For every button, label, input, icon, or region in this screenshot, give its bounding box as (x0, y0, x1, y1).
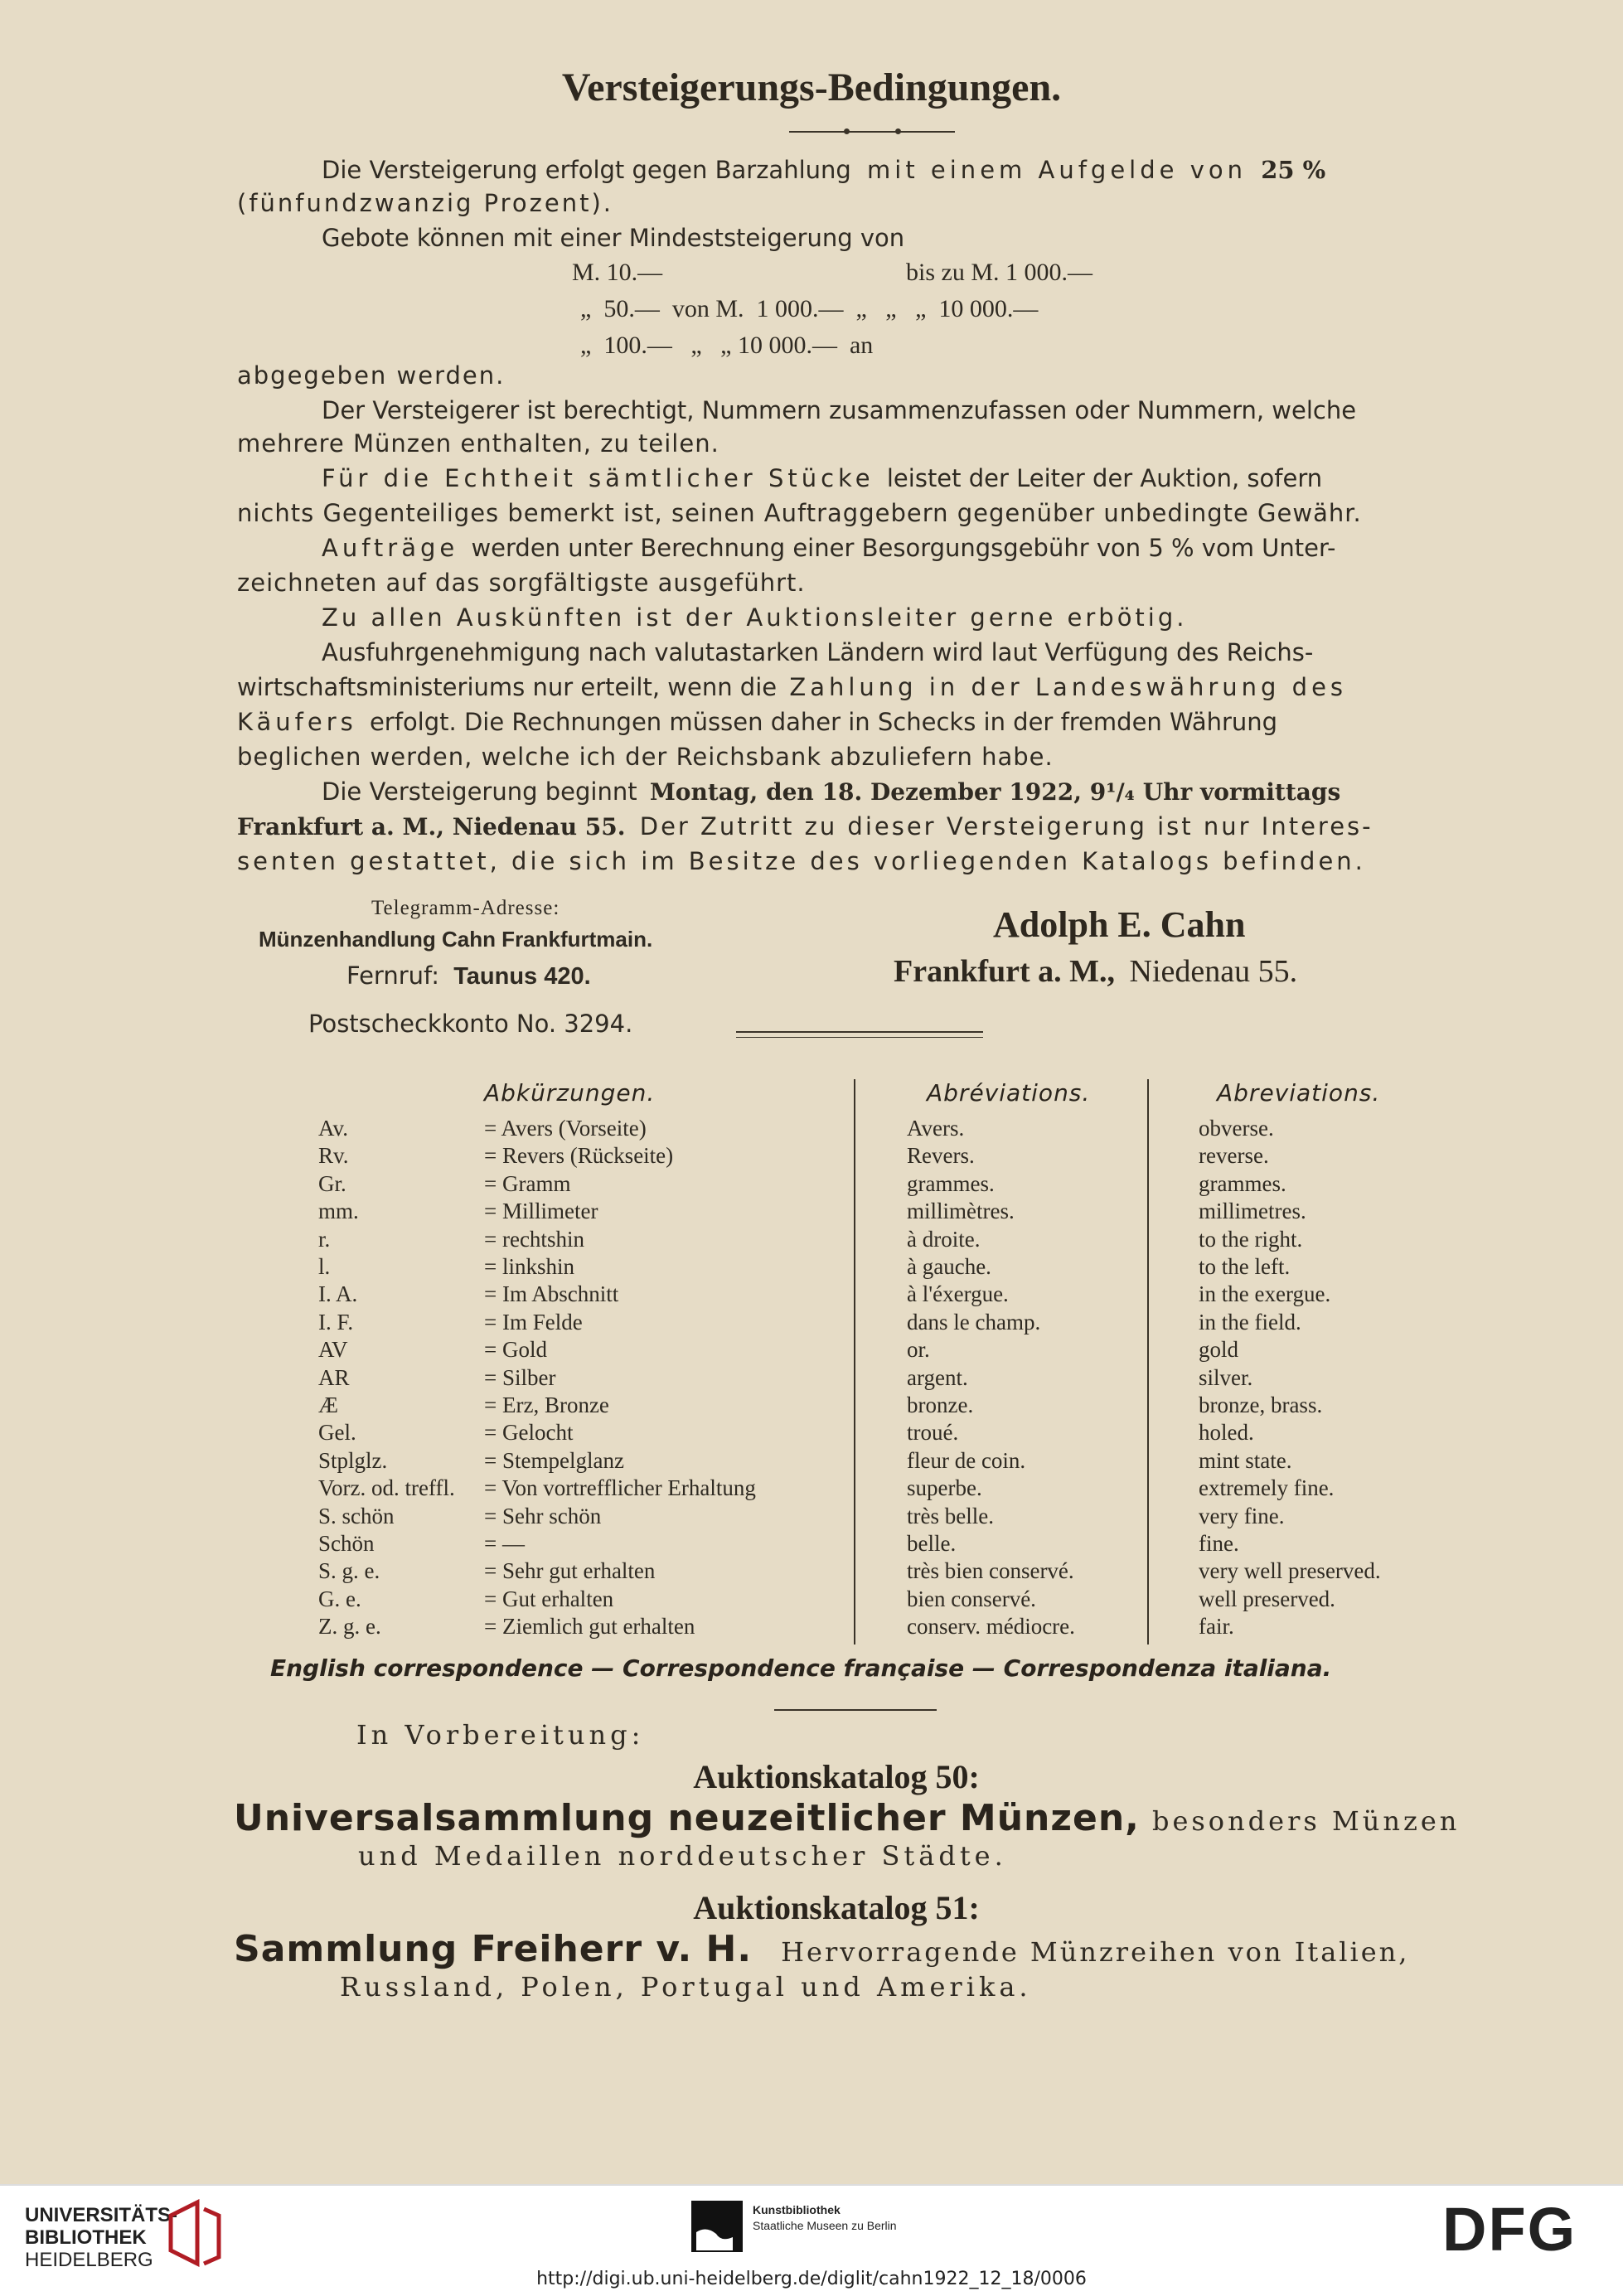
abbrev-cell-french: très bien conservé. (907, 1558, 1074, 1584)
abbrev-cell-french: grammes. (907, 1170, 995, 1196)
firm-street: Niedenau 55. (1129, 954, 1298, 989)
cond-text-spaced: Für die Echtheit sämtlicher Stücke (322, 464, 874, 492)
abbrev-cell-french: à droite. (907, 1226, 981, 1252)
kb-line-1: Kunstbibliothek (753, 2203, 841, 2216)
telegram-label: Telegramm-Adresse: (371, 897, 560, 919)
abbrev-cell-french: or. (907, 1337, 930, 1363)
abbrev-cell-english: millimetres. (1199, 1199, 1306, 1224)
abbrev-cell-german: = linkshin (484, 1254, 574, 1279)
table-divider (1147, 1079, 1149, 1644)
title-ornament-dot (895, 128, 901, 134)
abbrev-cell-english: silver. (1199, 1364, 1253, 1390)
abbrev-cell-english: in the exergue. (1199, 1281, 1331, 1307)
surcharge-percent: 25 % (1261, 156, 1326, 184)
cond-line-3: Gebote können mit einer Mindeststeigerung von (322, 224, 905, 252)
cond-text: wirtschaftsministeriums nur erteilt, wenn die (237, 673, 778, 701)
abbrev-cell-german: = Millimeter (484, 1199, 598, 1224)
abbrev-cell-short: Æ (318, 1393, 339, 1417)
abbrev-cell-short: r. (318, 1226, 331, 1252)
abbrev-cell-german: = Gramm (484, 1170, 571, 1196)
abbrev-cell-short: I. A. (318, 1281, 358, 1307)
abbrev-cell-english: reverse. (1199, 1143, 1269, 1169)
abbrev-cell-short: AV (318, 1337, 348, 1363)
kb-line-2: Staatliche Museen zu Berlin (753, 2219, 897, 2232)
cond-line-12: Ausfuhrgenehmigung nach valutastarken Ländern wird laut Verfügung des Reichs- (322, 638, 1314, 666)
phone-label: Fernruf: (346, 962, 439, 990)
cond-text-spaced: Zahlung in der Landeswährung des (789, 673, 1348, 701)
catalog-51-title: Auktionskatalog 51: (693, 1889, 980, 1926)
abbrev-cell-french: troué. (907, 1420, 959, 1446)
cond-text-spaced: Aufträge (322, 534, 459, 562)
bid-row-1-left: M. 10.— (572, 259, 663, 286)
abbrev-header-en: Abreviations. (1217, 1079, 1381, 1107)
phone-line (346, 962, 591, 991)
abbrev-cell-german: = Sehr schön (484, 1503, 602, 1528)
firm-city: Frankfurt a. M., (894, 954, 1116, 989)
cond-text-spaced: Käufers (237, 708, 357, 736)
cond-line-11: Zu allen Auskünften ist der Auktionsleiter gerne erbötig. (322, 603, 1188, 632)
cond-line-17 (237, 812, 1373, 840)
abbrev-cell-short: Vorz. od. treffl. (318, 1475, 455, 1501)
abbrev-cell-short: Schön (318, 1531, 375, 1556)
abbrev-cell-english: to the left. (1199, 1254, 1291, 1279)
cond-text: werden unter Berechnung einer Besorgungsgebühr von 5 % vom Unter- (471, 534, 1336, 562)
phone-number: Taunus 420. (453, 963, 591, 990)
abbrev-cell-german: = — (484, 1531, 525, 1556)
abbrev-cell-french: millimètres. (907, 1199, 1015, 1224)
abbrev-cell-french: argent. (907, 1364, 968, 1390)
correspondence-line: English correspondence — Correspondence française — Correspondenza italiana. (270, 1654, 1332, 1682)
abbrev-header-de: Abkürzungen. (484, 1079, 656, 1107)
abbrev-cell-english: in the field. (1199, 1309, 1301, 1334)
cond-text: erfolgt. Die Rechnungen müssen daher in Schecks in der fremden Währung (369, 708, 1278, 736)
cond-line-2: (fünfundzwanzig Prozent). (237, 189, 614, 217)
abbrev-cell-french: à l'éxergue. (907, 1281, 1009, 1307)
abbrev-cell-french: Avers. (907, 1116, 965, 1141)
cond-line-18: senten gestattet, die sich im Besitze des vorliegenden Katalogs befinden. (237, 847, 1366, 875)
catalog-50-desc: besonders Münzen (1151, 1805, 1461, 1837)
abbrev-cell-french: très belle. (907, 1503, 994, 1528)
abbrev-cell-short: AR (318, 1364, 350, 1390)
abbrev-cell-german: = Gelocht (484, 1420, 574, 1446)
abbrev-cell-german: = Avers (Vorseite) (484, 1116, 647, 1141)
telegram-address: Münzenhandlung Cahn Frankfurtmain. (259, 927, 653, 952)
cond-line-7 (322, 464, 1322, 492)
cond-line-15: beglichen werden, welche ich der Reichsbank abzuliefern habe. (237, 743, 1054, 771)
ub-line-2: BIBLIOTHEK (25, 2226, 147, 2249)
abbrev-cell-english: well preserved. (1199, 1586, 1335, 1611)
abbrev-cell-short: Av. (318, 1116, 348, 1141)
abbrev-cell-english: mint state. (1199, 1447, 1292, 1473)
abbrev-cell-short: Gr. (318, 1170, 346, 1196)
table-divider (854, 1079, 855, 1644)
catalog-50-title: Auktionskatalog 50: (693, 1758, 980, 1795)
cond-text: Die Versteigerung erfolgt gegen Barzahlung (322, 156, 851, 184)
auction-date: Montag, den 18. Dezember 1922, 9¹/₄ Uhr vormittags (649, 778, 1341, 806)
abbrev-cell-french: bien conservé. (907, 1586, 1036, 1611)
abbrev-cell-german: = Im Felde (484, 1309, 583, 1334)
abbrev-cell-english: obverse. (1199, 1116, 1274, 1141)
preparation-label: In Vorbereitung: (356, 1719, 645, 1751)
cond-text-spaced: mit einem Aufgelde von (867, 156, 1247, 184)
abbrev-cell-short: Stplglz. (318, 1447, 388, 1473)
section-rule (774, 1709, 937, 1711)
catalog-51-line2: Russland, Polen, Portugal und Amerika. (340, 1971, 1032, 2003)
abbrev-cell-short: I. F. (318, 1309, 354, 1334)
abbrev-cell-short: Rv. (318, 1143, 349, 1169)
abbrev-cell-english: gold (1199, 1337, 1239, 1363)
cond-line-4: abgegeben werden. (237, 361, 506, 390)
abbrev-cell-short: mm. (318, 1199, 359, 1224)
abbrev-cell-german: = Gold (484, 1337, 547, 1363)
abbrev-cell-english: holed. (1199, 1420, 1254, 1446)
firm-rule (736, 1031, 983, 1033)
cond-line-14 (237, 708, 1277, 736)
abbrev-cell-french: belle. (907, 1531, 957, 1556)
abbrev-cell-short: S. schön (318, 1503, 395, 1528)
cond-text-spaced: Der Zutritt zu dieser Versteigerung ist nur Interes- (639, 812, 1373, 840)
abbrev-cell-german: = Im Abschnitt (484, 1281, 619, 1307)
catalog-50-line2: und Medaillen norddeutscher Städte. (358, 1840, 1007, 1872)
ub-heidelberg-emblem-icon (164, 2199, 224, 2267)
abbrev-header-fr: Abréviations. (927, 1079, 1091, 1107)
firm-name: Adolph E. Cahn (993, 904, 1246, 945)
abbrev-cell-english: grammes. (1199, 1170, 1286, 1196)
ub-heidelberg-logo-text[interactable] (25, 2204, 177, 2271)
abbrev-cell-short: Z. g. e. (318, 1614, 381, 1640)
abbrev-cell-german: = rechtshin (484, 1226, 584, 1252)
cond-line-6: mehrere Münzen enthalten, zu teilen. (237, 429, 719, 458)
catalog-51-line (234, 1928, 1409, 1970)
cond-line-13 (237, 673, 1347, 701)
cond-line-5: Der Versteigerer ist berechtigt, Nummern zusammenzufassen oder Nummern, welche (322, 396, 1357, 424)
page-title: Versteigerungs-Bedingungen. (561, 65, 1062, 109)
title-ornament-line (789, 131, 955, 133)
abbrev-cell-french: bronze. (907, 1393, 974, 1417)
abbrev-cell-german: = Sehr gut erhalten (484, 1558, 656, 1584)
abbrev-cell-short: Gel. (318, 1420, 356, 1446)
abbrev-cell-english: very fine. (1199, 1503, 1285, 1528)
dfg-logo[interactable]: DFG (1442, 2195, 1577, 2264)
abbrev-cell-french: fleur de coin. (907, 1447, 1026, 1473)
abbrev-cell-french: Revers. (907, 1143, 975, 1169)
firm-address (894, 953, 1297, 990)
abbrev-cell-german: = Gut erhalten (484, 1586, 614, 1611)
abbrev-cell-english: very well preserved. (1199, 1558, 1381, 1584)
cond-line-8: nichts Gegenteiliges bemerkt ist, seinen Auftraggebern gegenüber unbedingte Gewähr. (237, 499, 1362, 527)
cond-text: Die Versteigerung beginnt (322, 777, 637, 806)
abbrev-cell-french: superbe. (907, 1475, 982, 1501)
abbrev-cell-short: G. e. (318, 1586, 361, 1611)
abbrev-cell-german: = Revers (Rückseite) (484, 1143, 674, 1169)
ub-line-1: UNIVERSITÄTS- (25, 2204, 178, 2226)
cond-line-10: zeichneten auf das sorgfältigste ausgeführt. (237, 569, 806, 597)
catalog-50-name: Universalsammlung neuzeitlicher Münzen, (234, 1797, 1140, 1839)
bid-row-2: „ 50.— von M. 1 000.— „ „ „ 10 000.— (580, 295, 1039, 322)
abbrev-cell-french: dans le champ. (907, 1309, 1041, 1334)
permalink-url[interactable]: http://digi.ub.uni-heidelberg.de/diglit/cahn1922_12_18/0006 (536, 2269, 1087, 2289)
abbrev-cell-english: extremely fine. (1199, 1475, 1335, 1501)
abbrev-cell-german: = Ziemlich gut erhalten (484, 1614, 695, 1640)
abbrev-cell-english: fair. (1199, 1614, 1234, 1640)
postcheck-account: Postscheckkonto No. 3294. (308, 1010, 633, 1038)
cond-line-16 (322, 777, 1340, 806)
ub-line-3: HEIDELBERG (25, 2249, 153, 2271)
kunstbibliothek-text[interactable] (753, 2202, 897, 2234)
abbrev-cell-german: = Erz, Bronze (484, 1393, 609, 1417)
abbrev-cell-german: = Von vortrefflicher Erhaltung (484, 1475, 756, 1501)
title-ornament-dot (844, 128, 850, 134)
firm-rule (736, 1037, 983, 1038)
cond-line-1 (322, 156, 1325, 184)
bid-row-1-right: bis zu M. 1 000.— (906, 259, 1092, 286)
abbrev-cell-short: S. g. e. (318, 1558, 380, 1584)
abbrev-cell-german: = Silber (484, 1364, 556, 1390)
catalog-51-name: Sammlung Freiherr v. H. (234, 1928, 753, 1970)
abbrev-cell-german: = Stempelglanz (484, 1447, 624, 1473)
kunstbibliothek-logo-icon (691, 2201, 743, 2252)
abbrev-cell-french: conserv. médiocre. (907, 1614, 1075, 1640)
abbrev-cell-french: à gauche. (907, 1254, 991, 1279)
auction-location: Frankfurt a. M., Niedenau 55. (237, 813, 626, 840)
abbrev-cell-english: fine. (1199, 1531, 1239, 1556)
cond-line-9 (322, 534, 1336, 562)
abbrev-cell-short: l. (318, 1254, 331, 1279)
bid-row-3: „ 100.— „ „ 10 000.— an (580, 332, 874, 359)
cond-text: leistet der Leiter der Auktion, sofern (886, 464, 1323, 492)
abbrev-cell-english: to the right. (1199, 1226, 1303, 1252)
viewer-footer (0, 2184, 1623, 2296)
catalog-51-desc: Hervorragende Münzreihen von Italien, (781, 1936, 1410, 1968)
catalog-50-line (234, 1797, 1460, 1839)
abbrev-cell-english: bronze, brass. (1199, 1393, 1323, 1417)
